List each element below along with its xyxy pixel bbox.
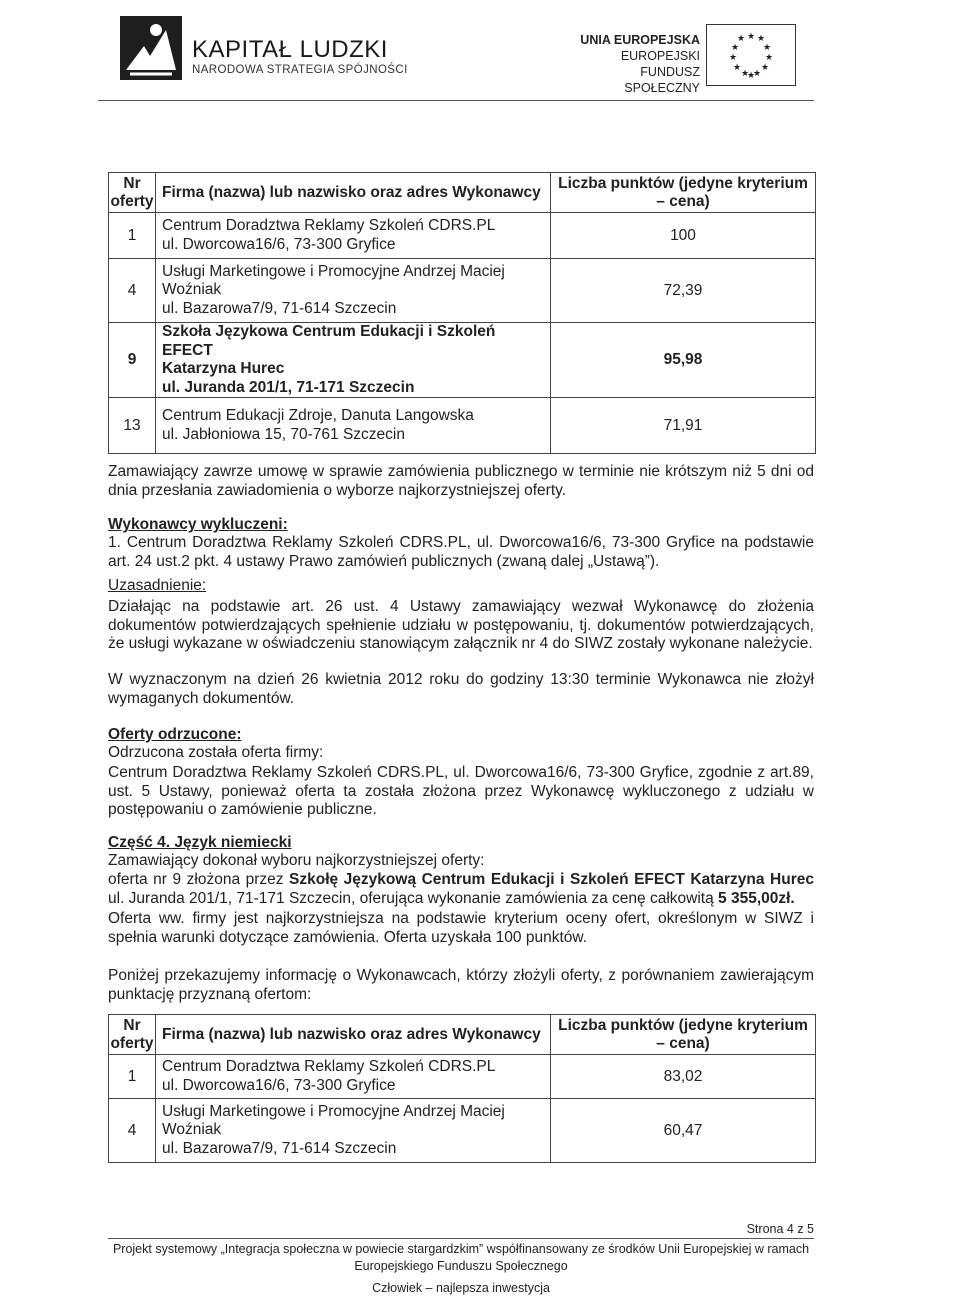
footer-line-2: Europejskiego Funduszu Społecznego — [354, 1259, 568, 1273]
kapital-ludzki-logo — [120, 16, 182, 80]
part4-offer-mid: ul. Juranda 201/1, 71-171 Szczecin, oferująca wykonanie zamówienia za cenę całkowitą — [108, 889, 719, 907]
svg-text:★: ★ — [765, 53, 774, 63]
eu-text-block — [572, 32, 700, 96]
table-row — [109, 259, 816, 323]
results-table-1 — [108, 172, 816, 454]
offer-number: 1 — [109, 1055, 156, 1099]
results-table-2 — [108, 1014, 816, 1163]
rejected-heading: Oferty odrzucone: — [108, 726, 242, 743]
header-firm: Firma (nazwa) lub nazwisko oraz adres Wykonawcy — [156, 173, 551, 213]
header-nr: Nr oferty — [109, 1015, 156, 1055]
justification-text: Działając na podstawie art. 26 ust. 4 Ustawy zamawiający wezwał Wykonawcę do złożenia dokumentów potwierdzających spełnienie udziału w postępowaniu, tj. dokumentów potwierdzających, że usługi wykazane w oświadczeniu stanowiącym załącznik nr 4 do SIWZ zostały wykonane należycie. — [108, 598, 814, 652]
justification-text-2: W wyznaczonym na dzień 26 kwietnia 2012 roku do godziny 13:30 terminie Wykonawca nie złożył wymaganych dokumentów. — [108, 671, 814, 707]
table-row — [109, 213, 816, 259]
part4-line: Zamawiający dokonał wyboru najkorzystniejszej oferty: — [108, 852, 485, 869]
points-value: 71,91 — [551, 398, 816, 454]
eu-line-3: FUNDUSZ SPOŁECZNY — [624, 65, 700, 95]
rejected-text: Centrum Doradztwa Reklamy Szkoleń CDRS.PL, ul. Dworcowa16/6, 73-300 Gryfice, zgodnie z art.89, ust. 5 Ustawy, ponieważ oferta ta została złożona przez Wykonawcę wykluczonego z udziału w postępowaniu o zamówienie publiczne. — [108, 764, 814, 818]
header-points: Liczba punktów (jedyne kryterium – cena) — [551, 1015, 816, 1055]
points-value: 100 — [551, 213, 816, 259]
offer-number: 1 — [109, 213, 156, 259]
svg-text:★: ★ — [753, 69, 762, 79]
offer-number: 4 — [109, 259, 156, 323]
firm-line: Usługi Marketingowe i Promocyjne Andrzej Maciej — [162, 262, 505, 280]
points-value: 95,98 — [551, 323, 816, 398]
firm-cell — [156, 398, 551, 454]
points-value: 83,02 — [551, 1055, 816, 1099]
firm-line: Centrum Edukacji Zdroje, Danuta Langowska — [162, 407, 474, 424]
firm-cell — [156, 1055, 551, 1099]
part4-offer-prefix: oferta nr 9 złożona przez — [108, 871, 290, 888]
page-number: Strona 4 z 5 — [746, 1222, 814, 1236]
firm-line: Centrum Doradztwa Reklamy Szkoleń CDRS.PL — [162, 217, 496, 234]
firm-cell — [156, 213, 551, 259]
part4-offer-winner: Szkołę Językową Centrum Edukacji i Szkoleń EFECT Katarzyna Hurec — [289, 871, 814, 888]
firm-line: ul. Dworcowa16/6, 73-300 Gryfice — [162, 1076, 396, 1094]
firm-cell — [156, 1099, 551, 1163]
program-subtitle: NARODOWA STRATEGIA SPÓJNOŚCI — [192, 64, 408, 76]
program-title: KAPITAŁ LUDZKI — [192, 36, 388, 63]
offer-number: 13 — [109, 398, 156, 454]
justification-heading: Uzasadnienie: — [108, 577, 207, 594]
svg-text:★: ★ — [757, 34, 766, 44]
svg-text:★: ★ — [747, 71, 756, 81]
svg-text:★: ★ — [761, 63, 770, 73]
firm-line: Katarzyna Hurec — [162, 360, 285, 377]
firm-line: Centrum Doradztwa Reklamy Szkoleń CDRS.PL — [162, 1058, 496, 1075]
table-row — [109, 323, 816, 398]
firm-line: ul. Bazarowa7/9, 71-614 Szczecin — [162, 1139, 397, 1157]
svg-text:★: ★ — [763, 43, 772, 53]
firm-cell — [156, 323, 551, 398]
svg-text:★: ★ — [737, 34, 746, 44]
table-row — [109, 398, 816, 454]
table-header-row — [109, 173, 816, 213]
table-row — [109, 1055, 816, 1099]
footer-line-1: Projekt systemowy „Integracja społeczna w powiecie stargardzkim” współfinansowany ze środków Unii Europejskiej w ramach — [112, 1242, 810, 1256]
svg-text:★: ★ — [729, 53, 738, 63]
firm-line: Woźniak — [162, 1121, 222, 1139]
header-divider — [98, 100, 814, 101]
firm-line: Szkoła Językowa Centrum Edukacji i Szkoleń EFECT — [162, 323, 496, 359]
svg-text:★: ★ — [747, 32, 756, 42]
firm-line: ul. Bazarowa7/9, 71-614 Szczecin — [162, 299, 397, 317]
table-row — [109, 1099, 816, 1163]
firm-cell — [156, 259, 551, 323]
header-nr: Nr oferty — [109, 173, 156, 213]
offer-number: 9 — [109, 323, 156, 398]
eu-line-1: UNIA EUROPEJSKA — [580, 33, 700, 47]
eu-flag-icon — [706, 24, 796, 86]
part4-text-2: Oferta ww. firmy jest najkorzystniejsza na podstawie kryterium oceny ofert, określonym w SIWZ i spełnia warunki dotyczące zamówienia. Oferta uzyskała 100 punktów. — [108, 910, 814, 946]
excluded-heading: Wykonawcy wykluczeni: — [108, 516, 288, 533]
firm-line: ul. Juranda 201/1, 71-171 Szczecin — [162, 378, 415, 396]
firm-line: Usługi Marketingowe i Promocyjne Andrzej Maciej — [162, 1102, 505, 1120]
firm-line: ul. Jabłoniowa 15, 70-761 Szczecin — [162, 425, 405, 443]
svg-text:★: ★ — [731, 43, 740, 53]
part4-heading: Część 4. Język niemiecki — [108, 834, 292, 851]
table-header-row — [109, 1015, 816, 1055]
footer-line-3: Człowiek – najlepsza inwestycja — [372, 1281, 550, 1295]
part4-offer — [108, 871, 814, 908]
svg-text:★: ★ — [741, 69, 750, 79]
eu-line-2: EUROPEJSKI — [620, 49, 700, 63]
offer-number: 4 — [109, 1099, 156, 1163]
svg-text:★: ★ — [733, 63, 742, 73]
part4-offer-price: 5 355,00zł. — [718, 889, 795, 907]
footer-divider — [108, 1238, 814, 1239]
rejected-line: Odrzucona została oferta firmy: — [108, 744, 324, 761]
header-firm: Firma (nazwa) lub nazwisko oraz adres Wykonawcy — [156, 1015, 551, 1055]
firm-line: ul. Dworcowa16/6, 73-300 Gryfice — [162, 235, 396, 253]
points-value: 72,39 — [551, 259, 816, 323]
contract-paragraph: Zamawiający zawrze umowę w sprawie zamówienia publicznego w terminie nie krótszym niż 5 dni od dnia przesłania zawiadomienia o wyborze najkorzystniejszej oferty. — [108, 463, 814, 499]
header-points: Liczba punktów (jedyne kryterium – cena) — [551, 173, 816, 213]
points-value: 60,47 — [551, 1099, 816, 1163]
firm-line: Woźniak — [162, 281, 222, 299]
excluded-item: 1. Centrum Doradztwa Reklamy Szkoleń CDRS.PL, ul. Dworcowa16/6, 73-300 Gryfice na podstawie art. 24 ust.2 pkt. 4 ustawy Prawo zamówień publicznych (zwaną dalej „Ustawą”). — [108, 534, 814, 570]
part4-text-3: Poniżej przekazujemy informację o Wykonawcach, którzy złożyli oferty, z porównaniem zawierającym punktację przyznaną ofertom: — [108, 967, 814, 1003]
